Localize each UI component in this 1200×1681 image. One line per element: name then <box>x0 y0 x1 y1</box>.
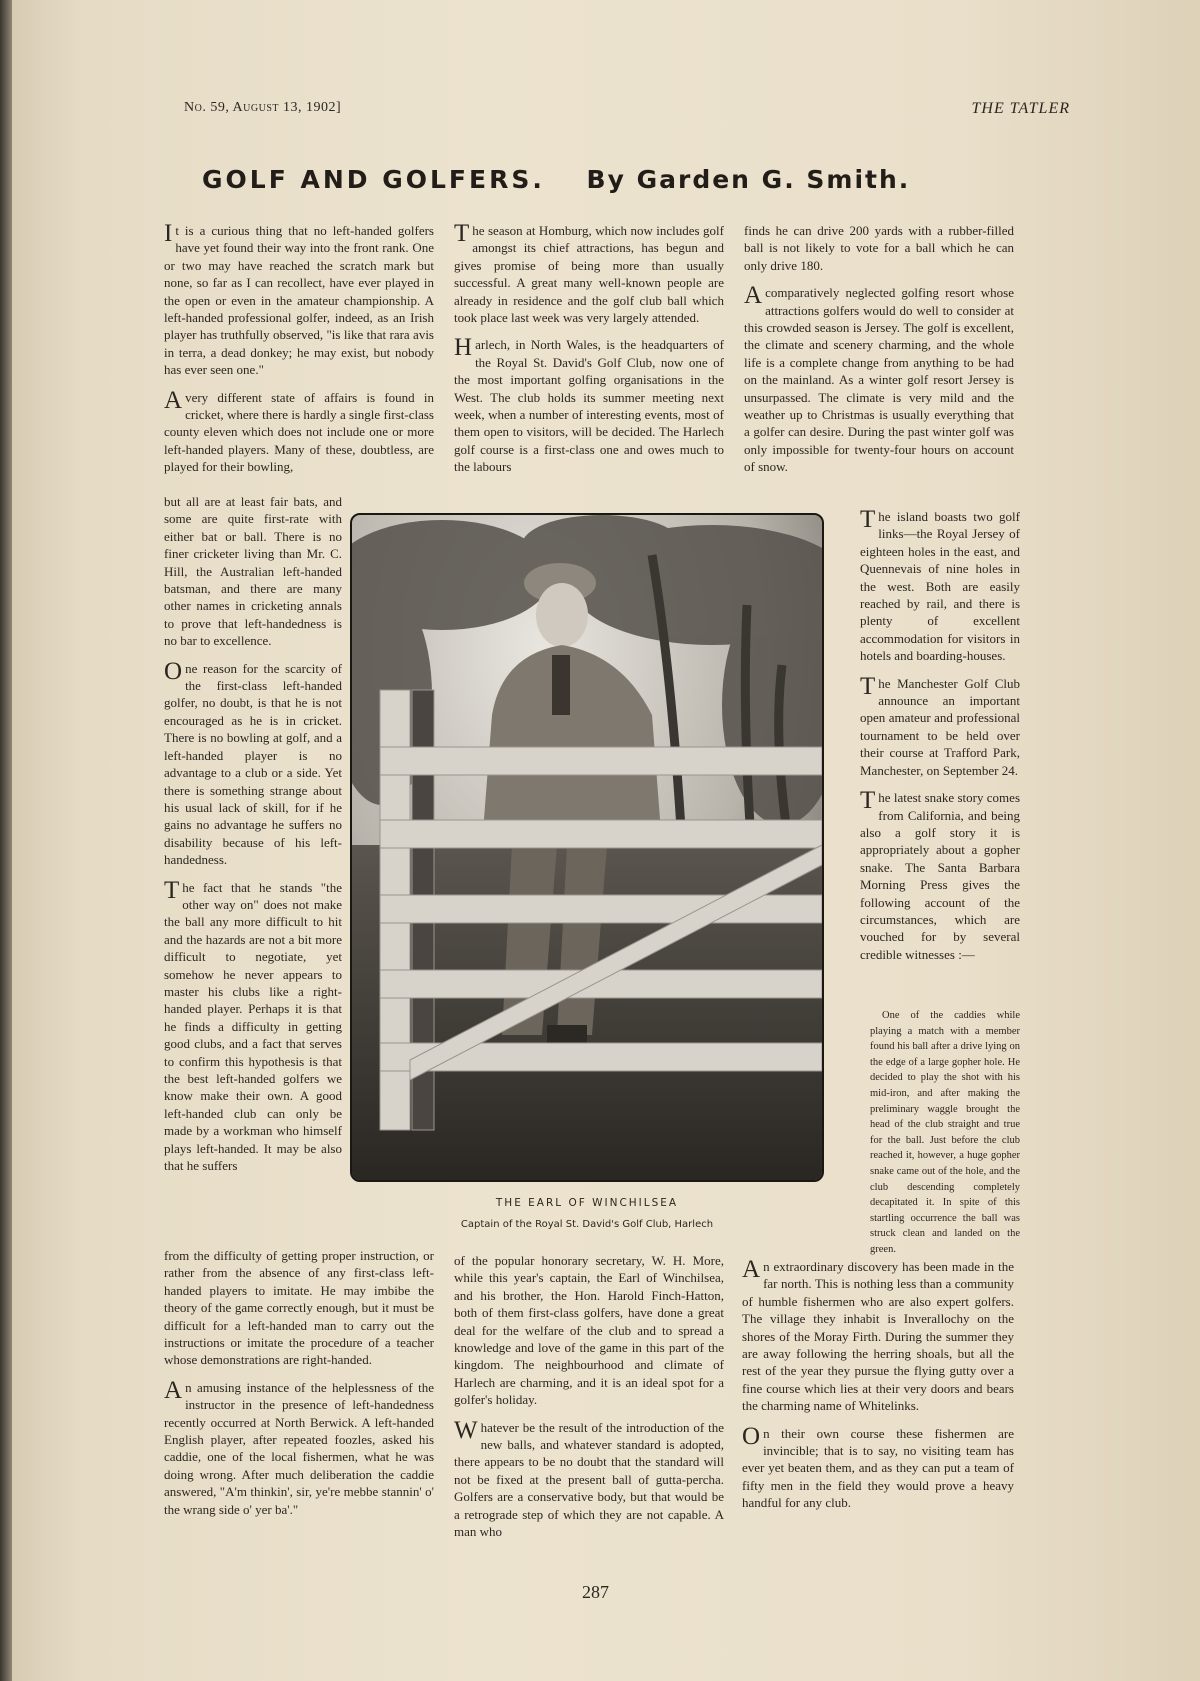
title-byline: By Garden G. Smith. <box>586 165 911 194</box>
article-title <box>202 165 1082 194</box>
column-1-bottom <box>164 1247 434 1528</box>
page-number: 287 <box>582 1582 609 1602</box>
title-main: GOLF AND GOLFERS. <box>202 165 545 194</box>
paragraph: On their own course these fishermen are invincible; that is to say, no visiting team has ever yet beaten them, and as they can put a team of fifty men in the field they would prove a heavy handful for any club. <box>742 1422 1014 1511</box>
paragraph: An extraordinary discovery has been made in the far north. This is nothing less than a community of humble fishermen who are also expert golfers. The village they inhabit is Inverallochy on the shores of the Moray Firth. During the summer they are away following the herring shoals, but all the rest of the year they pursue the flying gutty over a fine course which lies at their very doors and bears the charming name of Whitelinks. <box>742 1256 1014 1414</box>
portrait-photograph <box>350 513 824 1182</box>
wooden-gate <box>380 690 822 1130</box>
paragraph: Acomparatively neglected golfing resort whose attractions golfers would do well to consider at this crowded season is Jersey. The golf is excellent, the climate and scenery charming, and the whole life is a complete change from anything to be had on the mainland. As a winter golf resort Jersey is unsurpassed. The climate is very mild and the weather up to Christmas is usually everything that a golfer can desire. During the past winter golf was only impossible for twenty-four hours on account of snow. <box>744 282 1014 475</box>
paragraph: finds he can drive 200 yards with a rubber-filled ball is not likely to vote for a ball which he can only drive 180. <box>744 223 1014 273</box>
magazine-name-header: THE TATLER <box>971 100 1070 117</box>
column-1-narrow <box>164 493 342 1184</box>
magazine-page <box>12 0 1200 1681</box>
paragraph: The season at Homburg, which now includes golf amongst its chief attractions, has begun and gives promise of being more than usually successful. A great many well-known people are already in residence and the golf club ball which took place last week was very largely attended. <box>454 220 724 326</box>
paragraph: The Manchester Golf Club announce an important open amateur and professional tournament to be held over their course at Trafford Park, Manchester, on September 24. <box>860 672 1020 778</box>
issue-header: No. 59, August 13, 1902] <box>184 100 342 115</box>
quote-paragraph: One of the caddies while playing a match with a member found his ball after a drive lying on the edge of a large gopher hole. He decided to play the shot with his mid-iron, and after making the preliminary waggle brought the head of the club straight and true for the ball. Just before the club reached it, however, a huge gopher snake came out of the hole, and the club descending completely decapitated it. In spite of this startling occurrence the ball was struck clean and landed on the green. <box>870 1010 1020 1255</box>
column-2-top <box>454 222 724 486</box>
column-3-top <box>744 222 1014 486</box>
paragraph: from the difficulty of getting proper instruction, or rather from the absence of any first-class left-handed players to imitate. He may imbibe the theory of the game correctly enough, but it must be difficult for a left-handed man to carry out the instructions or imitate the procedure of a teacher whose demonstrations are right-handed. <box>164 1248 434 1368</box>
paragraph: Harlech, in North Wales, is the headquarters of the Royal St. David's Golf Club, now one of the most important golfing organisations in the West. The club holds its summer meeting next week, when a number of interesting events, most of them open to visitors, will be decided. The Harlech golf course is a first-class one and owes much to the labours <box>454 334 724 475</box>
paragraph: The island boasts two golf links—the Royal Jersey of eighteen holes in the east, and Quennevais of nine holes in the west. Both are easily reached by rail, and there is plenty of excellent accommodation for visitors in hotels and boarding-houses. <box>860 506 1020 664</box>
quoted-account <box>870 1008 1020 1258</box>
column-1-top <box>164 222 434 486</box>
paragraph: Avery different state of affairs is found in cricket, where there is hardly a single first-class county eleven which does not include one or more left-handed players. Many of these, doubtless, are played for their bowling, <box>164 386 434 475</box>
paragraph: Whatever be the result of the introduction of the new balls, and whatever standard is adopted, there appears to be no doubt that the standard will not be fixed at the present ball of gutta-percha. Golfers are a conservative body, but that would be a retrograde step of which they are not capable. A man who <box>454 1416 724 1540</box>
paragraph: of the popular honorary secretary, W. H. More, while this year's captain, the Earl of Winchilsea, and his brother, the Hon. Harold Finch-Hatton, both of them first-class golfers, have done a great deal for the welfare of the club and to spread a knowledge and love of the game in this part of the kingdom. The neighbourhood and climate of Harlech are charming, and it is an ideal spot for a golfer's holiday. <box>454 1253 724 1408</box>
column-3-narrow <box>860 508 1020 973</box>
column-3-bottom <box>742 1258 1014 1522</box>
photo-caption-title: THE EARL OF WINCHILSEA <box>495 1197 679 1209</box>
column-2-bottom <box>454 1252 724 1551</box>
photo-illustration <box>352 515 822 1180</box>
paragraph: The fact that he stands "the other way on" does not make the ball any more difficult to hit and the hazards are not a bit more difficult to negotiate, yet somehow he never appears to master his clubs like a right-handed player. Perhaps it is that he finds a difficulty in getting good clubs, and a fact that serves to confirm this hypothesis is that the best left-handed golfers we know make their own. A good left-handed club can only be made by a workman who himself plays left-handed. It may be also that he suffers <box>164 876 342 1174</box>
paragraph: An amusing instance of the helplessness of the instructor in the presence of left-handedness recently occurred at North Berwick. A left-handed English player, after repeated foozles, asked his caddie, one of the local fishermen, what he was doing wrong. After much deliberation the caddie answered, "A'm thinkin', sir, ye're mebbe stannin' o' the wrang side o' yer ba'." <box>164 1376 434 1517</box>
paragraph: The latest snake story comes from California, and being also a golf story it is appropriately about a gopher snake. The Santa Barbara Morning Press gives the following account of the circumstances, which are vouched for by several credible witnesses :— <box>860 787 1020 962</box>
photo-caption-subtitle: Captain of the Royal St. David's Golf Club, Harlech <box>460 1219 714 1230</box>
paragraph: but all are at least fair bats, and some are quite first-rate with either bat or ball. There is no finer cricketer living than Mr. C. Hill, the Australian left-handed batsman, and there are many other names in cricketing annals to prove that left-handedness is no bar to excellence. <box>164 494 342 649</box>
paragraph: It is a curious thing that no left-handed golfers have yet found their way into the front rank. One or two may have reached the scratch mark but none, so far as I can recollect, have ever played in the open or even in the amateur championship. A left-handed professional golfer, indeed, as an Irish player has truthfully observed, "is like that rara avis in terra, a dead donkey; he may exist, but nobody has ever seen one." <box>164 220 434 378</box>
paragraph: One reason for the scarcity of the first-class left-handed golfer, no doubt, is that he is not encouraged as he is in cricket. There is no bowling at golf, and a left-handed player is no advantage to a club or a side. Yet there is something strange about his usual lack of skill, for if he gains no advantage he suffers no disability because of his left-handedness. <box>164 657 342 868</box>
